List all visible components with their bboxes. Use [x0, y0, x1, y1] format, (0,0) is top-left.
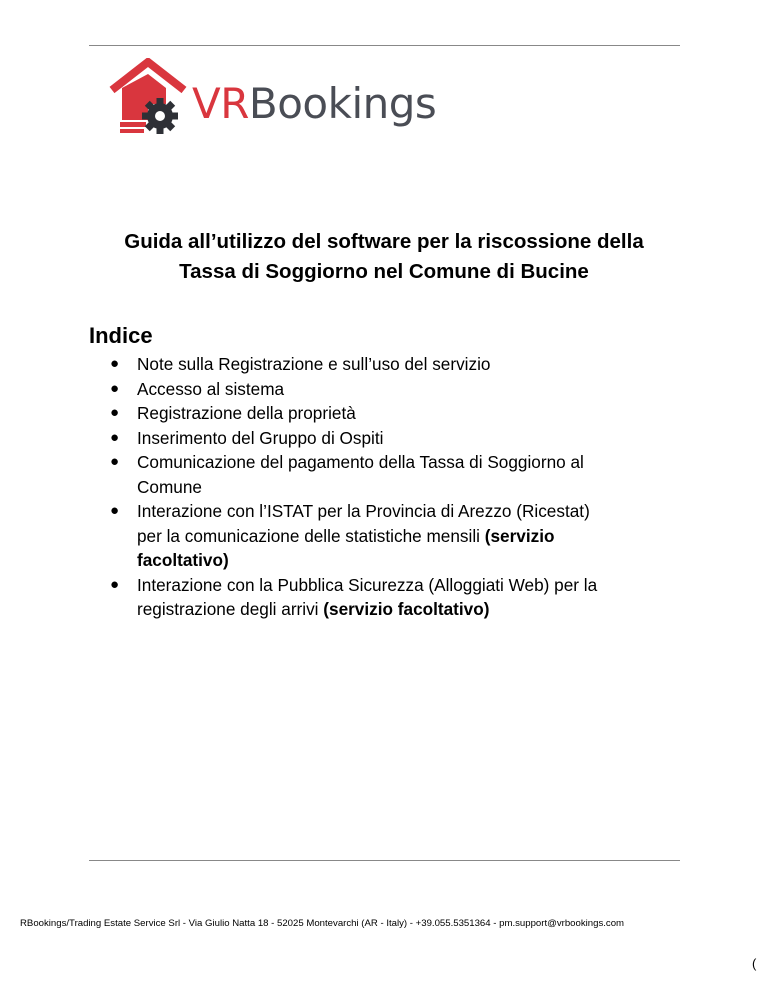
- toc-item-line: [137, 524, 690, 549]
- toc-item-text: Interazione con la Pubblica Sicurezza (Alloggiati Web) per la: [137, 574, 598, 595]
- house-gear-logo-icon: [108, 58, 192, 138]
- page-number: (: [752, 956, 757, 971]
- toc-item-bold: (servizio: [484, 525, 555, 546]
- toc-item: [110, 573, 690, 622]
- title-line-2: Tassa di Soggiorno nel Comune di Bucine: [179, 260, 589, 283]
- toc-item: [110, 450, 690, 499]
- bullet-icon: ●: [110, 355, 120, 372]
- top-divider: [89, 45, 680, 46]
- page-footer: RBookings/Trading Estate Service Srl - Via Giulio Natta 18 - 52025 Montevarchi (AR - Italy) - +39.055.5351364 - pm.support@vrbookings.com: [20, 918, 625, 929]
- toc-item-text: Note sulla Registrazione e sull’uso del servizio: [137, 354, 491, 374]
- toc-item-text: Accesso al sistema: [137, 378, 285, 399]
- document-title: [60, 227, 708, 287]
- toc-item-line: [137, 597, 690, 622]
- toc-item-text: Comunicazione del pagamento della Tassa di Soggiorno al: [137, 452, 584, 472]
- brand-wordmark: [192, 80, 436, 128]
- toc-item: [110, 377, 690, 402]
- bullet-icon: ●: [110, 404, 120, 421]
- toc-item-bold: (servizio facoltativo): [323, 599, 490, 619]
- toc-item-text: Registrazione della proprietà: [137, 403, 356, 423]
- toc-item-line: [137, 548, 690, 573]
- toc-item-text: Interazione con l’ISTAT per la Provincia di Arezzo (Ricestat): [137, 501, 590, 521]
- table-of-contents: [110, 352, 690, 622]
- vrbookings-logo: [108, 58, 448, 138]
- toc-item-text: per la comunicazione delle statistiche mensili: [137, 525, 485, 546]
- bullet-icon: ●: [110, 453, 120, 470]
- bullet-icon: ●: [110, 502, 120, 519]
- toc-item: [110, 426, 690, 451]
- bottom-divider: [89, 860, 680, 861]
- toc-item: [110, 352, 690, 377]
- toc-item: [110, 499, 690, 573]
- toc-item-text: Comune: [137, 476, 202, 497]
- bullet-icon: ●: [110, 575, 120, 593]
- index-heading: Indice: [89, 323, 153, 348]
- bullet-icon: ●: [110, 428, 120, 446]
- brand-prefix: VR: [192, 79, 249, 128]
- toc-item-text: registrazione degli arrivi: [137, 599, 324, 619]
- bullet-icon: ●: [110, 379, 120, 397]
- toc-item: [110, 401, 690, 426]
- brand-suffix: Bookings: [248, 79, 437, 128]
- toc-item-bold: facoltativo): [137, 550, 229, 570]
- toc-item-text: Inserimento del Gruppo di Ospiti: [137, 427, 384, 448]
- title-line-1: Guida all’utilizzo del software per la riscossione della: [124, 230, 644, 253]
